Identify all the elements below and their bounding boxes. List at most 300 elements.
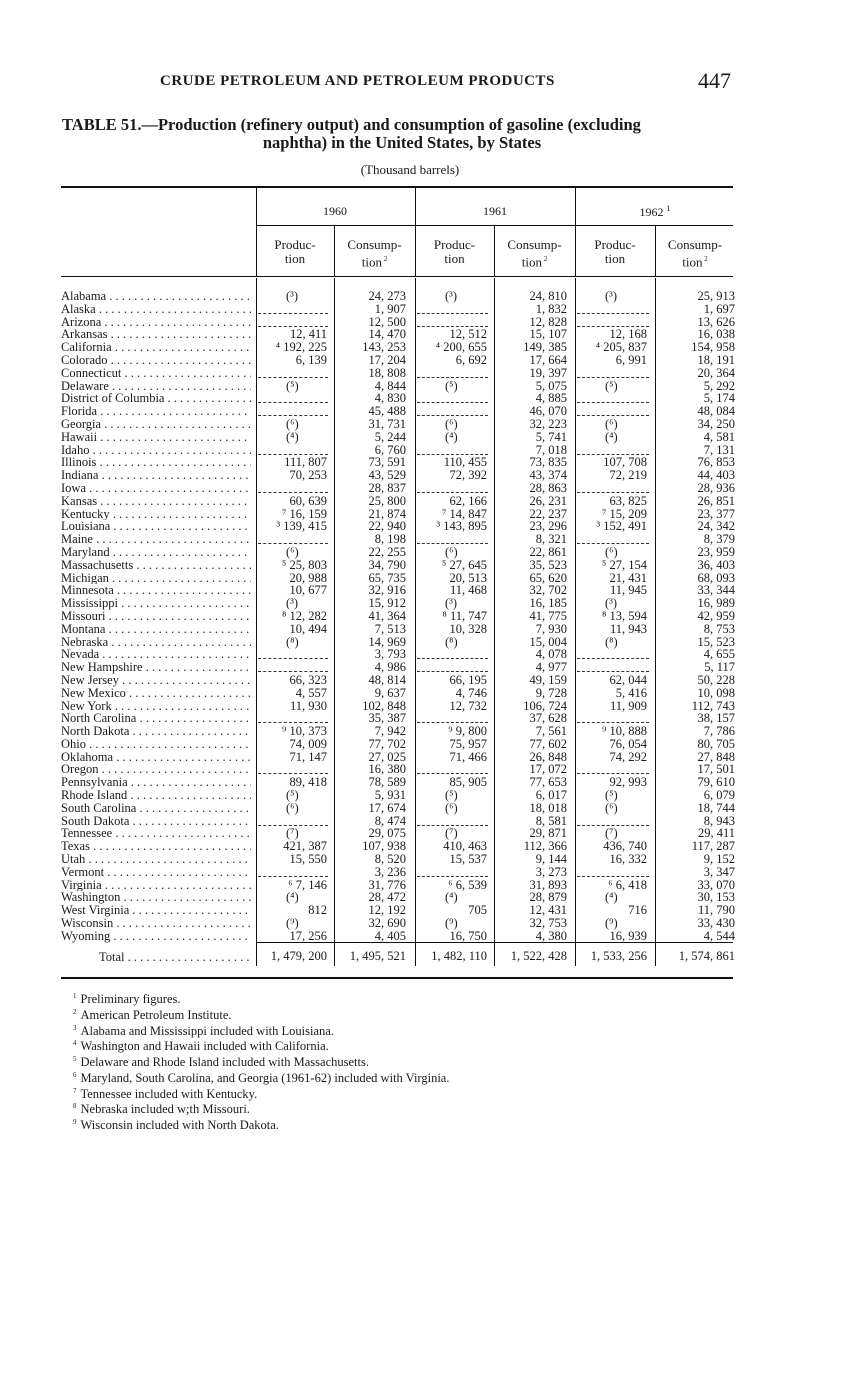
consumption-cell: 25, 800 [368, 493, 406, 508]
production-cell: 71, 147 [289, 749, 327, 764]
consumption-cell: 5, 075 [535, 378, 567, 393]
table-title-line-2: naphtha) in the United States, by States [262, 133, 542, 152]
consumption-cell: 77, 602 [529, 736, 567, 751]
table-row [61, 725, 741, 738]
consumption-cell: 30, 153 [697, 890, 735, 905]
production-cell: (⁶) [605, 544, 618, 559]
empty-cell-leader [258, 543, 328, 544]
state-name: Ohio . . . [61, 738, 251, 751]
consumption-cell: 6, 079 [703, 788, 735, 803]
production-cell: 15, 537 [449, 852, 487, 867]
consumption-cell: 24, 810 [529, 289, 567, 303]
consumption-cell: 9, 152 [703, 852, 735, 867]
production-cell: 66, 195 [449, 672, 487, 687]
state-name: North Carolina . . . [61, 712, 251, 725]
state-name: Iowa . . . [61, 482, 251, 495]
footnote: $^5$ Delaware and Rhode Island included with Massachusetts. [73, 1055, 369, 1070]
state-name: Louisiana . . . [61, 520, 251, 533]
consumption-cell: 12, 828 [529, 314, 567, 329]
production-cell: 16, 332 [609, 852, 647, 867]
table-row [61, 623, 741, 636]
empty-cell-leader [577, 658, 649, 659]
production-cell: (⁶) [605, 800, 618, 815]
state-name: Missouri . . . [61, 610, 251, 623]
production-cell: 63, 825 [609, 493, 647, 508]
consumption-cell: 4, 655 [703, 647, 735, 662]
production-cell: (⁸) [286, 634, 299, 649]
column-header-consumption: Consump- tion $^2$ [507, 237, 562, 270]
consumption-cell: 3, 793 [374, 647, 406, 662]
consumption-cell: 9, 637 [374, 685, 406, 700]
production-cell: 66, 323 [289, 672, 327, 687]
production-cell: (⁶) [286, 800, 299, 815]
table-row [61, 354, 741, 367]
total-rule [256, 942, 733, 943]
state-name: Kansas . . . [61, 495, 251, 508]
consumption-cell: 4, 986 [374, 660, 406, 675]
state-name: New Hampshire . . . [61, 661, 251, 674]
empty-cell-leader [577, 492, 649, 493]
table-row [61, 866, 741, 879]
consumption-cell: 7, 131 [703, 442, 735, 457]
state-name: Alabama . . . [61, 290, 251, 303]
table-row [61, 597, 741, 610]
consumption-cell: 3, 273 [535, 864, 567, 879]
consumption-cell: 4, 380 [535, 928, 567, 943]
production-cell: 705 [468, 903, 487, 918]
consumption-cell: 7, 513 [374, 621, 406, 636]
production-cell: (⁷) [445, 826, 458, 841]
production-cell: (³) [286, 596, 299, 611]
consumption-cell: 46, 070 [529, 404, 567, 419]
production-cell: 16, 939 [609, 928, 647, 943]
consumption-cell: 10, 098 [697, 685, 735, 700]
table-top-rule [61, 186, 733, 188]
footnote: $^4$ Washington and Hawaii included with California. [73, 1039, 329, 1054]
consumption-cell: 8, 198 [374, 532, 406, 547]
total-cell: 1, 482, 110 [431, 949, 487, 963]
consumption-cell: 9, 144 [535, 852, 567, 867]
state-name: Wisconsin . . . [61, 917, 251, 930]
production-cell: 11, 930 [289, 698, 327, 713]
consumption-cell: 50, 228 [697, 672, 735, 687]
consumption-cell: 77, 702 [368, 736, 406, 751]
state-name: Rhode Island . . . [61, 789, 251, 802]
consumption-cell: 44, 403 [697, 468, 735, 483]
production-cell: (⁶) [445, 416, 458, 431]
consumption-cell: 73, 591 [368, 455, 406, 470]
production-cell: (⁶) [286, 544, 299, 559]
production-cell: 11, 909 [609, 698, 647, 713]
production-cell: ⁵ 27, 645 [442, 557, 487, 572]
consumption-cell: 23, 296 [529, 519, 567, 534]
production-cell: 10, 677 [289, 583, 327, 598]
consumption-cell: 42, 959 [697, 608, 735, 623]
table-title-line-1: TABLE 51.—Production (refinery output) and consumption of gasoline (excluding [62, 115, 641, 134]
state-name: Washington . . . [61, 891, 251, 904]
production-cell: 74, 292 [609, 749, 647, 764]
consumption-cell: 48, 814 [368, 672, 406, 687]
state-name: Alaska . . . [61, 303, 251, 316]
consumption-cell: 32, 753 [529, 916, 567, 931]
table-row [61, 303, 741, 316]
table-body [61, 290, 741, 943]
consumption-cell: 20, 364 [697, 365, 735, 380]
production-cell: ⁴ 200, 655 [435, 340, 487, 355]
production-cell: (⁸) [445, 634, 458, 649]
empty-cell-leader [258, 402, 328, 403]
total-label: Total . . . [99, 950, 251, 965]
consumption-cell: 8, 753 [703, 621, 735, 636]
production-cell: (⁴) [605, 890, 618, 905]
production-cell: (⁹) [605, 916, 618, 931]
consumption-cell: 7, 930 [535, 621, 567, 636]
production-cell: (³) [286, 289, 299, 303]
production-cell: 11, 943 [609, 621, 647, 636]
consumption-cell: 41, 364 [368, 608, 406, 623]
empty-cell-leader [417, 671, 488, 672]
production-cell: 5, 416 [615, 685, 647, 700]
consumption-cell: 80, 705 [697, 736, 735, 751]
consumption-cell: 8, 520 [374, 852, 406, 867]
consumption-cell: 31, 731 [368, 416, 406, 431]
consumption-cell: 26, 851 [697, 493, 735, 508]
consumption-cell: 8, 581 [535, 813, 567, 828]
empty-cell-leader [577, 876, 649, 877]
production-cell: 74, 009 [289, 736, 327, 751]
consumption-cell: 37, 628 [529, 711, 567, 726]
state-name: South Dakota . . . [61, 815, 251, 828]
state-name: Pennsylvania . . . [61, 776, 251, 789]
consumption-cell: 5, 244 [374, 429, 406, 444]
consumption-cell: 32, 916 [368, 583, 406, 598]
production-cell: (⁵) [605, 788, 618, 803]
consumption-cell: 4, 405 [374, 928, 406, 943]
production-cell: 12, 512 [449, 327, 487, 342]
production-cell: (⁶) [445, 800, 458, 815]
production-cell: ⁸ 12, 282 [282, 608, 327, 623]
consumption-cell: 112, 366 [523, 839, 567, 854]
consumption-cell: 16, 038 [697, 327, 735, 342]
consumption-cell: 35, 387 [368, 711, 406, 726]
total-cell: 1, 533, 256 [590, 949, 647, 963]
consumption-cell: 5, 741 [535, 429, 567, 444]
consumption-cell: 15, 912 [368, 596, 406, 611]
production-cell: ⁹ 10, 888 [602, 724, 647, 739]
consumption-cell: 1, 907 [374, 301, 406, 316]
consumption-cell: 4, 977 [535, 660, 567, 675]
consumption-cell: 1, 697 [703, 301, 735, 316]
production-cell: 11, 945 [609, 583, 647, 598]
consumption-cell: 16, 989 [697, 596, 735, 611]
production-cell: 16, 750 [449, 928, 487, 943]
production-cell: 107, 708 [603, 455, 647, 470]
state-name: Georgia . . . [61, 418, 251, 431]
consumption-cell: 3, 347 [703, 864, 735, 879]
column-header-production: Produc- tion [594, 237, 636, 266]
consumption-cell: 112, 743 [691, 698, 735, 713]
production-cell: 72, 219 [609, 468, 647, 483]
consumption-cell: 27, 848 [697, 749, 735, 764]
table-row [61, 687, 741, 700]
consumption-cell: 35, 523 [529, 557, 567, 572]
state-name: Utah . . . [61, 853, 251, 866]
production-cell: ⁵ 27, 154 [602, 557, 647, 572]
consumption-cell: 16, 185 [529, 596, 567, 611]
table-row [61, 418, 741, 431]
consumption-cell: 18, 808 [368, 365, 406, 380]
column-header-consumption: Consump- tion $^2$ [667, 237, 723, 270]
table-row [61, 738, 741, 751]
consumption-cell: 12, 500 [368, 314, 406, 329]
consumption-cell: 45, 488 [368, 404, 406, 419]
consumption-cell: 26, 848 [529, 749, 567, 764]
production-cell: 89, 418 [289, 775, 327, 790]
consumption-cell: 5, 174 [703, 391, 735, 406]
production-cell: ⁶ 6, 539 [448, 877, 487, 892]
consumption-cell: 17, 204 [368, 352, 406, 367]
consumption-cell: 23, 377 [697, 506, 735, 521]
production-cell: 410, 463 [443, 839, 487, 854]
column-header-production: Produc- tion [433, 237, 476, 266]
consumption-cell: 17, 674 [368, 800, 406, 815]
production-cell: (³) [445, 289, 458, 303]
state-name: Oklahoma . . . [61, 751, 251, 764]
year-header-1960: 1960 [323, 204, 347, 218]
consumption-cell: 25, 913 [697, 289, 735, 303]
production-cell: (⁷) [286, 826, 299, 841]
production-cell: 6, 991 [615, 352, 647, 367]
consumption-cell: 12, 192 [368, 903, 406, 918]
table-row [61, 853, 741, 866]
consumption-cell: 36, 403 [697, 557, 735, 572]
state-name: Texas . . . [61, 840, 251, 853]
consumption-cell: 33, 070 [697, 877, 735, 892]
production-cell: (³) [605, 289, 618, 303]
state-name: Nebraska . . . [61, 636, 251, 649]
production-cell: (⁹) [445, 916, 458, 931]
consumption-cell: 107, 938 [362, 839, 406, 854]
total-row [61, 950, 741, 964]
empty-cell-leader [258, 671, 328, 672]
consumption-cell: 31, 776 [368, 877, 406, 892]
production-cell: (⁴) [445, 429, 458, 444]
production-cell: ⁸ 11, 747 [442, 608, 487, 623]
table-row [61, 610, 741, 623]
consumption-cell: 4, 078 [535, 647, 567, 662]
footnote: $^3$ Alabama and Mississippi included with Louisiana. [73, 1023, 334, 1038]
consumption-cell: 8, 379 [703, 532, 735, 547]
production-cell: (⁴) [605, 429, 618, 444]
production-cell: 62, 166 [449, 493, 487, 508]
total-cell: 1, 479, 200 [270, 949, 327, 963]
production-cell: 15, 550 [289, 852, 327, 867]
state-name: Idaho . . . [61, 444, 251, 457]
table-header-rule [61, 276, 733, 277]
state-name: Hawaii . . . [61, 431, 251, 444]
consumption-cell: 14, 470 [368, 327, 406, 342]
consumption-cell: 48, 084 [697, 404, 735, 419]
consumption-cell: 31, 893 [529, 877, 567, 892]
consumption-cell: 78, 589 [368, 775, 406, 790]
consumption-cell: 76, 853 [697, 455, 735, 470]
production-cell: (⁵) [286, 788, 299, 803]
production-cell: 6, 139 [295, 352, 327, 367]
production-cell: ⁷ 14, 847 [442, 506, 487, 521]
state-name: Mississippi . . . [61, 597, 251, 610]
state-name: New York . . . [61, 700, 251, 713]
running-head [0, 68, 847, 98]
state-name: New Jersey . . . [61, 674, 251, 687]
state-name: Tennessee . . . [61, 827, 251, 840]
consumption-cell: 15, 004 [529, 634, 567, 649]
consumption-cell: 34, 790 [368, 557, 406, 572]
footnote: $^2$ American Petroleum Institute. [73, 1007, 232, 1022]
production-cell: 812 [308, 903, 327, 918]
production-cell: 21, 431 [609, 570, 647, 585]
state-name: West Virginia . . . [61, 904, 251, 917]
consumption-cell: 4, 581 [703, 429, 735, 444]
footnote: $^9$ Wisconsin included with North Dakota. [73, 1118, 279, 1133]
consumption-cell: 32, 690 [368, 916, 406, 931]
consumption-cell: 33, 344 [697, 583, 735, 598]
footnote: $^7$ Tennessee included with Kentucky. [73, 1086, 258, 1101]
consumption-cell: 68, 093 [697, 570, 735, 585]
empty-cell-leader [258, 492, 328, 493]
production-cell: (⁴) [445, 890, 458, 905]
production-cell: 17, 256 [289, 928, 327, 943]
consumption-cell: 28, 472 [368, 890, 406, 905]
consumption-cell: 22, 861 [529, 544, 567, 559]
consumption-cell: 14, 969 [368, 634, 406, 649]
production-cell: 20, 513 [449, 570, 487, 585]
consumption-cell: 43, 529 [368, 468, 406, 483]
production-cell: ³ 152, 491 [596, 519, 647, 534]
production-cell: (⁶) [605, 416, 618, 431]
table-bottom-rule [61, 977, 733, 979]
consumption-cell: 65, 620 [529, 570, 567, 585]
empty-cell-leader [577, 671, 649, 672]
state-name: North Dakota . . . [61, 725, 251, 738]
footnote: $^1$ Preliminary figures. [73, 992, 181, 1007]
production-cell: 71, 466 [449, 749, 487, 764]
consumption-cell: 17, 501 [697, 762, 735, 777]
production-cell: 85, 905 [449, 775, 487, 790]
production-cell: 20, 988 [289, 570, 327, 585]
consumption-cell: 12, 431 [529, 903, 567, 918]
empty-cell-leader [258, 377, 328, 378]
production-cell: ⁵ 25, 803 [282, 557, 327, 572]
state-name: Oregon . . . [61, 763, 251, 776]
state-name: Nevada . . . [61, 648, 251, 661]
footnote: $^8$ Nebraska included w;th Missouri. [73, 1102, 250, 1117]
total-cell: 1, 522, 428 [510, 949, 567, 963]
consumption-cell: 15, 107 [529, 327, 567, 342]
empty-cell-leader [577, 377, 649, 378]
consumption-cell: 4, 830 [374, 391, 406, 406]
production-cell: (⁵) [286, 378, 299, 393]
production-cell: 10, 328 [449, 621, 487, 636]
consumption-cell: 8, 321 [535, 532, 567, 547]
consumption-cell: 16, 380 [368, 762, 406, 777]
production-cell: (⁵) [445, 378, 458, 393]
state-name: Florida . . . [61, 405, 251, 418]
consumption-cell: 23, 959 [697, 544, 735, 559]
state-name: District of Columbia . . . [61, 392, 251, 405]
total-cell: 1, 574, 861 [678, 949, 735, 963]
state-name: Virginia . . . [61, 879, 251, 892]
table-row [61, 367, 741, 380]
consumption-cell: 49, 159 [529, 672, 567, 687]
state-name: Wyoming . . . [61, 930, 251, 943]
empty-cell-leader [577, 402, 649, 403]
production-cell: 4, 557 [295, 685, 327, 700]
production-cell: (³) [445, 596, 458, 611]
consumption-cell: 33, 430 [697, 916, 735, 931]
production-cell: (⁶) [286, 416, 299, 431]
consumption-cell: 7, 018 [535, 442, 567, 457]
production-cell: ⁸ 13, 594 [602, 608, 647, 623]
consumption-cell: 18, 018 [529, 800, 567, 815]
consumption-cell: 7, 786 [703, 724, 735, 739]
consumption-cell: 6, 017 [535, 788, 567, 803]
production-cell: 72, 392 [449, 468, 487, 483]
production-cell: (⁴) [286, 429, 299, 444]
consumption-cell: 8, 943 [703, 813, 735, 828]
page-number: 447 [698, 68, 731, 93]
production-cell: ⁴ 205, 837 [595, 340, 647, 355]
production-cell: 60, 639 [289, 493, 327, 508]
production-cell: 75, 957 [449, 736, 487, 751]
consumption-cell: 24, 273 [368, 289, 406, 303]
production-cell: (⁸) [605, 634, 618, 649]
table-row [61, 431, 741, 444]
state-name: Maine . . . [61, 533, 251, 546]
consumption-cell: 32, 223 [529, 416, 567, 431]
table-row [61, 482, 741, 495]
table-row [61, 930, 741, 943]
consumption-cell: 27, 025 [368, 749, 406, 764]
production-cell: 6, 692 [455, 352, 487, 367]
production-cell: 111, 807 [284, 455, 327, 470]
consumption-cell: 17, 072 [529, 762, 567, 777]
consumption-cell: 4, 844 [374, 378, 406, 393]
production-cell: 421, 387 [283, 839, 327, 854]
empty-cell-leader [417, 876, 488, 877]
consumption-cell: 29, 075 [368, 826, 406, 841]
consumption-cell: 29, 871 [529, 826, 567, 841]
consumption-cell: 102, 848 [362, 698, 406, 713]
consumption-cell: 43, 374 [529, 468, 567, 483]
table-row [61, 661, 741, 674]
production-cell: ³ 139, 415 [276, 519, 327, 534]
consumption-cell: 24, 342 [697, 519, 735, 534]
production-cell: ⁷ 15, 209 [602, 506, 647, 521]
production-cell: 70, 253 [289, 468, 327, 483]
state-name: Montana . . . [61, 623, 251, 636]
consumption-cell: 6, 760 [374, 442, 406, 457]
state-name: Illinois . . . [61, 456, 251, 469]
year-header-1961: 1961 [483, 204, 507, 218]
production-cell: 716 [628, 903, 647, 918]
production-cell: 11, 468 [449, 583, 487, 598]
consumption-cell: 5, 117 [704, 660, 735, 675]
consumption-cell: 79, 610 [697, 775, 735, 790]
production-cell: (⁵) [445, 788, 458, 803]
consumption-cell: 21, 874 [368, 506, 406, 521]
state-name: Minnesota . . . [61, 584, 251, 597]
state-name: Delaware . . . [61, 380, 251, 393]
